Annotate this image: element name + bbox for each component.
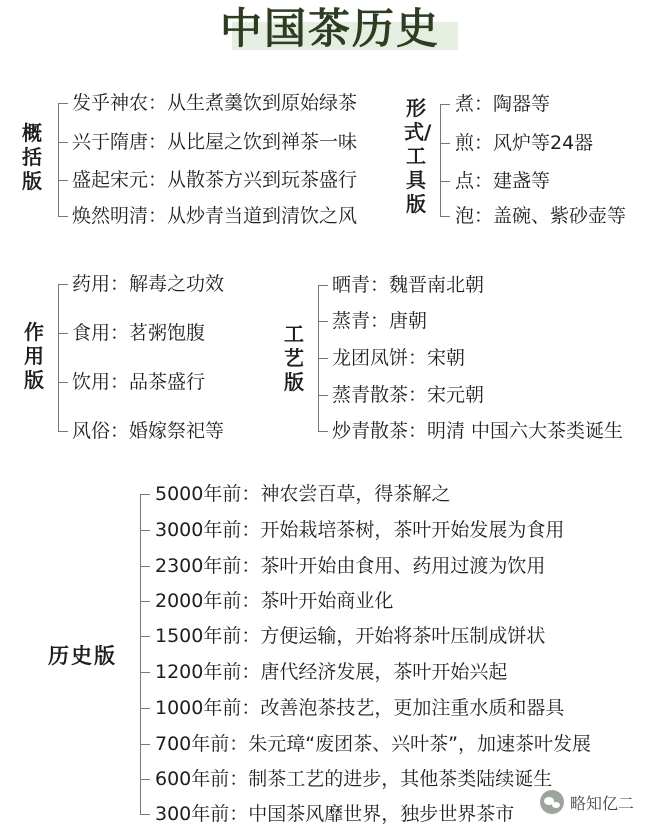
function-item: 饮用：品茶盛行 bbox=[72, 371, 206, 393]
craft-item: 晒青：魏晋南北朝 bbox=[332, 274, 485, 296]
history-tick bbox=[140, 601, 150, 602]
history-tick bbox=[140, 672, 150, 673]
history-bracket bbox=[140, 494, 141, 814]
craft-tick bbox=[318, 358, 328, 359]
history-item: 2000年前：茶叶开始商业化 bbox=[155, 590, 394, 612]
function-tick bbox=[58, 382, 68, 383]
form-tick bbox=[440, 143, 450, 144]
craft-item: 炒青散茶：明清 中国六大茶类诞生 bbox=[332, 420, 624, 442]
function-item: 风俗：婚嫁祭祀等 bbox=[72, 420, 225, 442]
form-tick bbox=[440, 216, 450, 217]
wechat-icon bbox=[540, 790, 564, 814]
history-item: 5000年前：神农尝百草，得茶解之 bbox=[155, 483, 451, 505]
history-tick bbox=[140, 779, 150, 780]
summary-tick bbox=[58, 216, 68, 217]
craft-item: 蒸青：唐朝 bbox=[332, 310, 428, 332]
history-label: 历史版 bbox=[48, 643, 117, 668]
form-label: 形式/工具版 bbox=[404, 96, 432, 216]
history-item: 3000年前：开始栽培茶树，茶叶开始发展为食用 bbox=[155, 519, 565, 541]
summary-tick bbox=[58, 103, 68, 104]
title-block bbox=[0, 0, 660, 60]
function-label: 作用版 bbox=[24, 320, 44, 392]
craft-tick bbox=[318, 285, 328, 286]
history-item: 2300年前：茶叶开始由食用、药用过渡为饮用 bbox=[155, 555, 546, 577]
summary-label: 概括版 bbox=[22, 121, 42, 193]
watermark-text: 略知亿二 bbox=[570, 793, 635, 813]
craft-tick bbox=[318, 395, 328, 396]
craft-tick bbox=[318, 321, 328, 322]
history-tick bbox=[140, 636, 150, 637]
function-tick bbox=[58, 431, 68, 432]
function-tick bbox=[58, 284, 68, 285]
history-tick bbox=[140, 708, 150, 709]
function-item: 食用：茗粥饱腹 bbox=[72, 322, 206, 344]
form-tick bbox=[440, 104, 450, 105]
history-item: 300年前：中国茶风靡世界，独步世界茶市 bbox=[155, 803, 515, 825]
history-item: 600年前：制茶工艺的进步，其他茶类陆续诞生 bbox=[155, 768, 553, 790]
form-item: 泡：盖碗、紫砂壶等 bbox=[455, 205, 627, 227]
history-item: 1200年前：唐代经济发展，茶叶开始兴起 bbox=[155, 661, 508, 683]
form-item: 煮：陶器等 bbox=[455, 93, 551, 115]
function-tick bbox=[58, 333, 68, 334]
craft-item: 龙团凤饼：宋朝 bbox=[332, 347, 466, 369]
summary-item: 盛起宋元：从散茶方兴到玩茶盛行 bbox=[72, 169, 358, 191]
summary-tick bbox=[58, 142, 68, 143]
history-item: 700年前：朱元璋“废团茶、兴叶茶”，加速茶叶发展 bbox=[155, 733, 591, 755]
form-item: 煎：风炉等24器 bbox=[455, 132, 594, 154]
summary-tick bbox=[58, 180, 68, 181]
craft-label: 工艺版 bbox=[284, 322, 304, 394]
history-tick bbox=[140, 494, 150, 495]
history-tick bbox=[140, 814, 150, 815]
craft-tick bbox=[318, 431, 328, 432]
history-tick bbox=[140, 744, 150, 745]
summary-item: 焕然明清：从炒青当道到清饮之风 bbox=[72, 205, 358, 227]
page-title: 中国茶历史 bbox=[219, 4, 440, 53]
history-item: 1000年前：改善泡茶技艺，更加注重水质和器具 bbox=[155, 697, 565, 719]
summary-bracket bbox=[58, 103, 59, 216]
history-tick bbox=[140, 530, 150, 531]
function-bracket bbox=[58, 284, 59, 431]
form-bracket bbox=[440, 104, 441, 216]
summary-item: 发乎神农：从生煮羹饮到原始绿茶 bbox=[72, 92, 358, 114]
summary-item: 兴于隋唐：从比屋之饮到禅茶一味 bbox=[72, 131, 358, 153]
watermark bbox=[540, 790, 634, 814]
craft-item: 蒸青散茶：宋元朝 bbox=[332, 384, 485, 406]
form-item: 点：建盏等 bbox=[455, 170, 551, 192]
form-tick bbox=[440, 181, 450, 182]
function-item: 药用：解毒之功效 bbox=[72, 273, 225, 295]
history-tick bbox=[140, 566, 150, 567]
history-item: 1500年前：方便运输，开始将茶叶压制成饼状 bbox=[155, 625, 546, 647]
